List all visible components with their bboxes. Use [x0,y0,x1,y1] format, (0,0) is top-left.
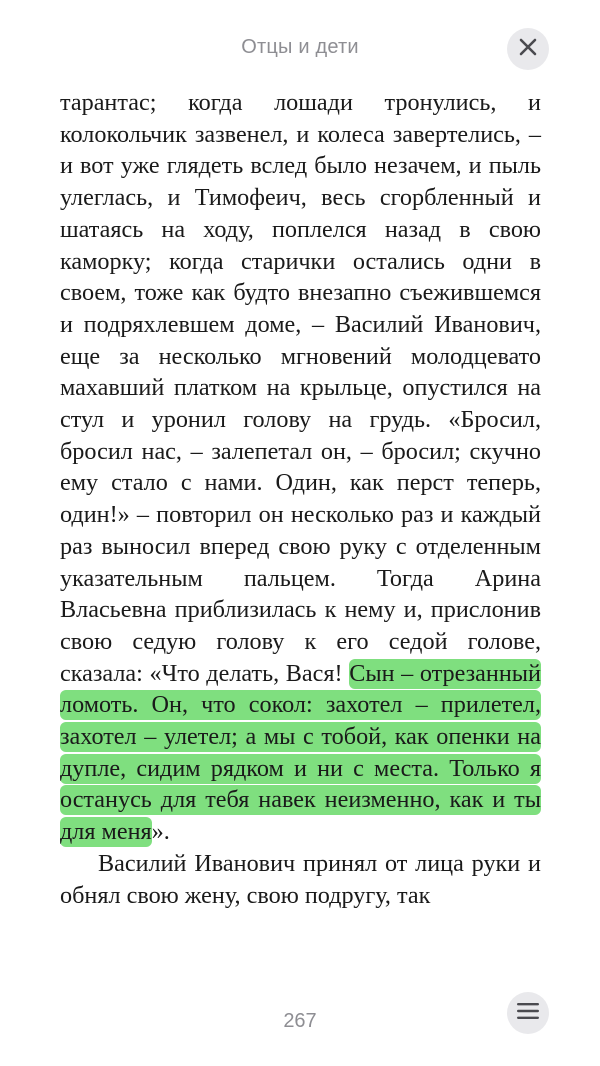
page-number: 267 [283,1010,317,1032]
book-title: Отцы и дети [241,36,359,58]
paragraph-text: тарантас; когда лошади тронулись, и колокольчик зазвенел, и колеса завертелись, – и вот уже глядеть вслед было незачем, и пыль улеглась, и Тимофеич, весь сгорбленный и шатаясь на ходу, поплелся назад в свою каморку; когда старички остались одни в своем, тоже как будто внезапно съежившемся и подряхлевшем доме, – Василий Иванович, еще за несколько мгновений молодцевато махавший платком на крыльце, опустился на стул и уронил голову на грудь. «Бросил, бросил нас, – залепетал он, – бросил; скучно ему стало с нами. Один, как перст теперь, один!» – повторил он несколько раз и каждый раз выносил вперед свою руку с отделенным указательным пальцем. Тогда Арина Власьевна приблизилась к нему и, прислонив свою седую голову к его седой голове, сказала: «Что делать, Вася! [60,89,541,687]
contents-menu-button[interactable] [507,992,549,1034]
highlighted-passage[interactable]: Сын – отрезанный ломоть. Он, что сокол: захотел – прилетел, захотел – улетел; а мы с тобой, как опенки на дупле, сидим рядком и ни с места. Только я останусь для тебя навек неизменно, как и ты для меня [60,659,541,846]
paragraph: Василий Иванович принял от лица руки и обнял свою жену, свою подругу, так [60,849,541,909]
contents-menu-icon [516,1001,540,1026]
paragraph-text-end: ». [151,818,170,846]
book-page-text[interactable] [60,87,541,911]
close-icon [519,38,537,61]
close-button[interactable] [507,28,549,70]
paragraph [60,87,541,848]
